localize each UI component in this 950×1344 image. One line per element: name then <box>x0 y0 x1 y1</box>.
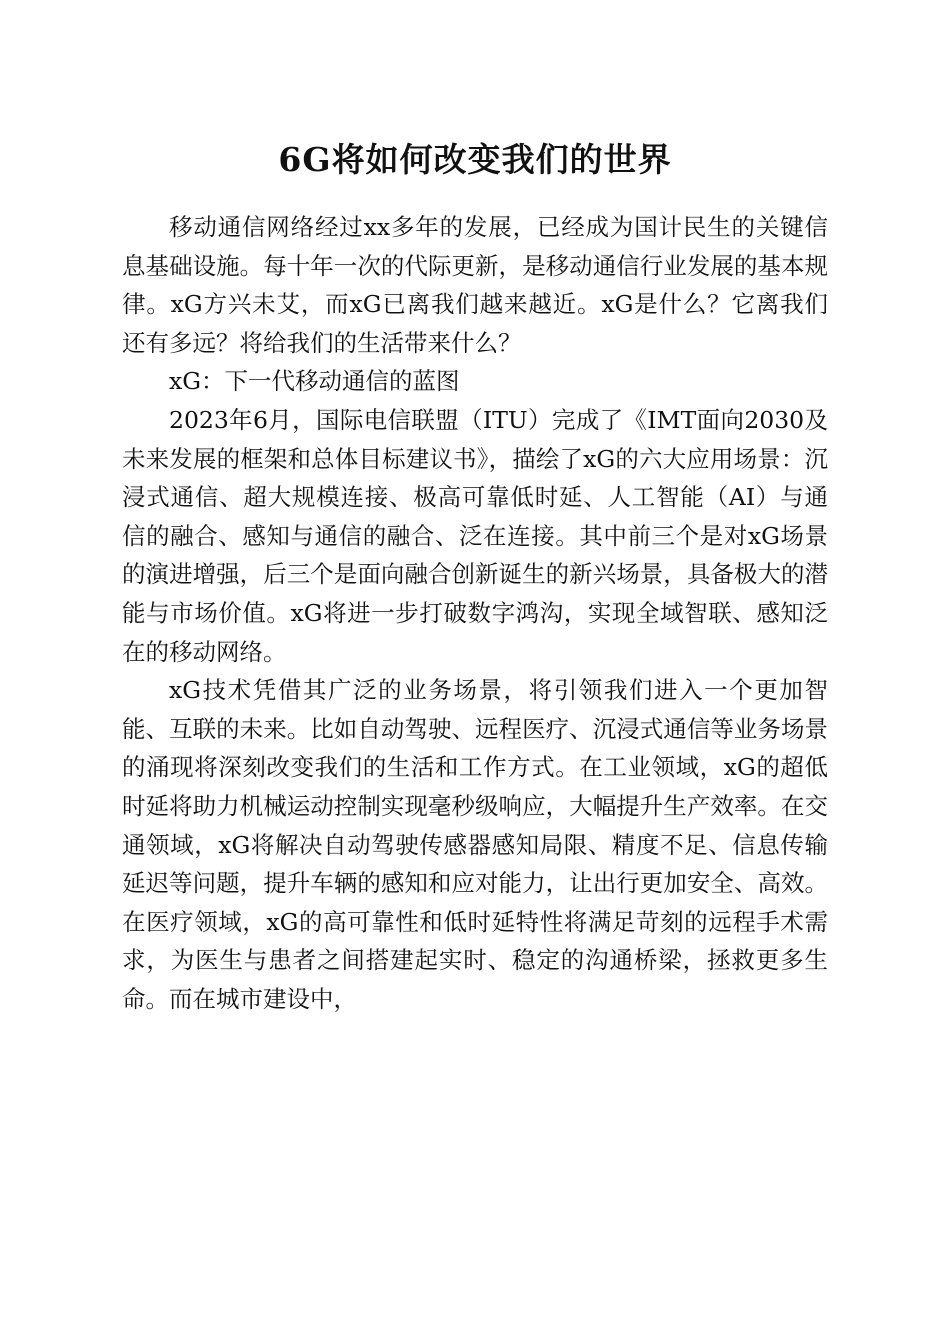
section-heading: xG：下一代移动通信的蓝图 <box>169 367 460 396</box>
paragraph-applications: xG技术凭借其广泛的业务场景，将引领我们进入一个更加智能、互联的未来。比如自动驾驶、远程医疗、沉浸式通信等业务场景的涌现将深刻改变我们的生活和工作方式。在工业领域，xG的超低时延将助力机械运动控制实现毫秒级响应，大幅提升生产效率。在交通领域，xG将解决自动驾驶传感器感知局限、精度不足、信息传输延迟等问题，提升车辆的感知和应对能力，让出行更加安全、高效。在医疗领域，xG的高可靠性和低时延特性将满足苛刻的远程手术需求，为医生与患者之间搭建起实时、稳定的沟通桥梁，拯救更多生命。而在城市建设中， <box>122 676 828 1013</box>
paragraph-intro: 移动通信网络经过xx多年的发展，已经成为国计民生的关键信息基础设施。每十年一次的代际更新，是移动通信行业发展的基本规律。xG方兴未艾，而xG已离我们越来越近。xG是什么？它离我们还有多远？将给我们的生活带来什么？ <box>122 213 828 357</box>
document-title: 6G将如何改变我们的世界 <box>278 140 672 179</box>
paragraph-itu: 2023年6月，国际电信联盟（ITU）完成了《IMT面向2030及未来发展的框架和总体目标建议书》，描绘了xG的六大应用场景：沉浸式通信、超大规模连接、极高可靠低时延、人工智能（AI）与通信的融合、感知与通信的融合、泛在连接。其中前三个是对xG场景的演进增强，后三个是面向融合创新诞生的新兴场景，具备极大的潜能与市场价值。xG将进一步打破数字鸿沟，实现全域智联、感知泛在的移动网络。 <box>122 405 828 666</box>
document-body <box>122 208 828 1018</box>
